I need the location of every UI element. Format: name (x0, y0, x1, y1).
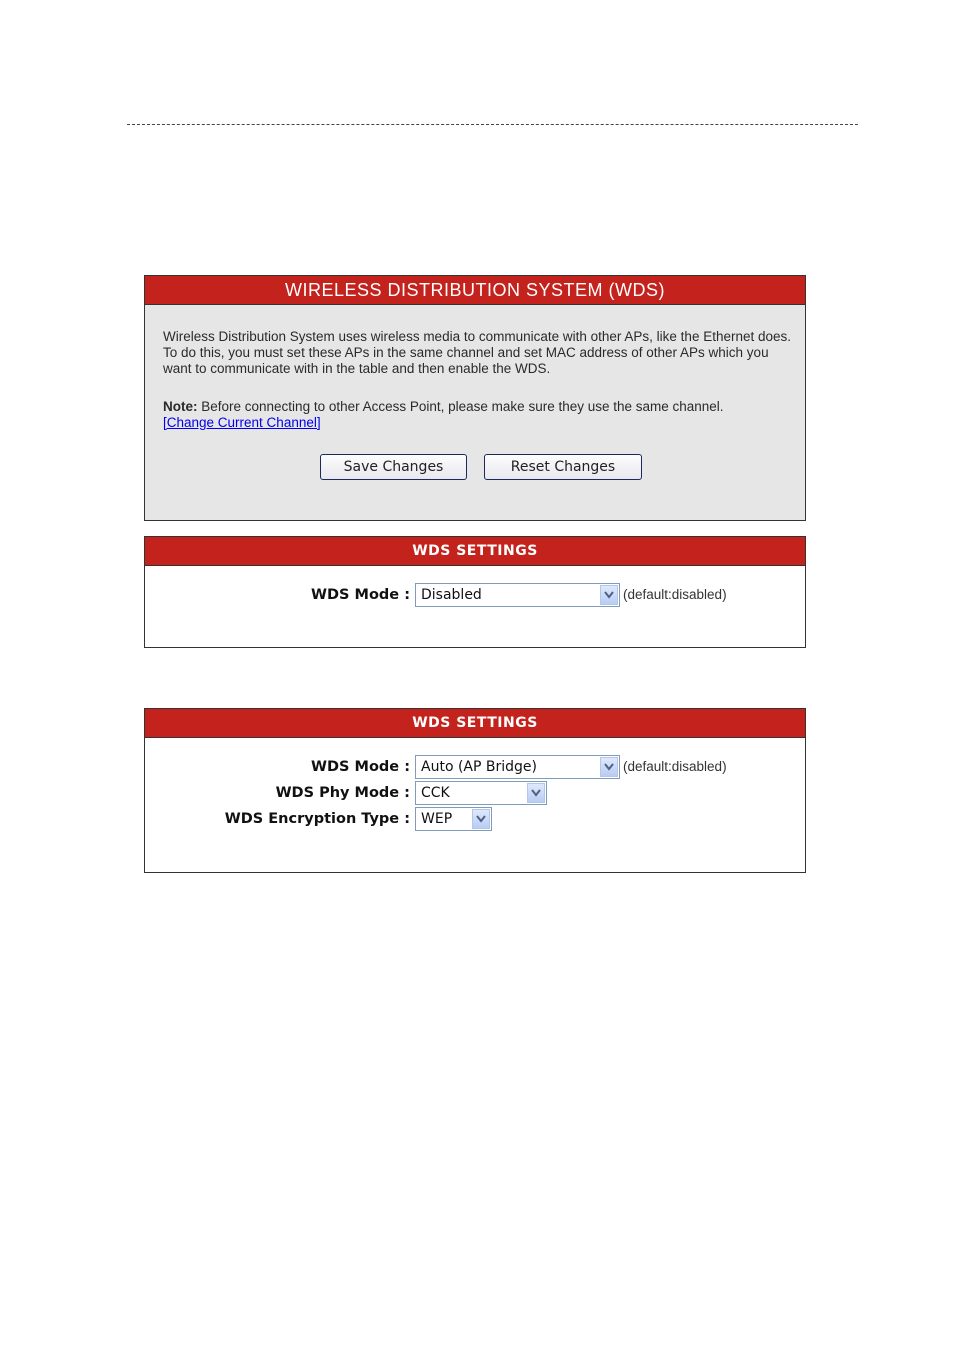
wds-encryption-select[interactable] (415, 807, 492, 831)
wds-mode-value: Disabled (421, 587, 482, 603)
wds-info-panel (144, 275, 806, 521)
note-label: Note: (163, 399, 198, 414)
wds-encryption-row (145, 807, 805, 831)
wds-phy-mode-value: CCK (421, 785, 450, 801)
wds-phy-mode-select[interactable] (415, 781, 547, 805)
wds-mode-value: Auto (AP Bridge) (421, 759, 537, 775)
wds-mode-row (145, 755, 805, 779)
wds-mode-row (145, 583, 805, 607)
page-divider (127, 124, 858, 125)
chevron-down-icon[interactable] (527, 783, 545, 803)
reset-changes-button[interactable]: Reset Changes (484, 454, 642, 480)
wds-encryption-value: WEP (421, 811, 453, 827)
note-text: Before connecting to other Access Point, please make sure they use the same channel. (197, 399, 724, 414)
change-channel-link[interactable]: [Change Current Channel] (163, 415, 321, 430)
wds-settings-panel-auto (144, 708, 806, 873)
wds-mode-label: WDS Mode : (311, 759, 410, 775)
chevron-down-icon[interactable] (600, 757, 618, 777)
wds-settings-title: WDS SETTINGS (145, 709, 805, 738)
wds-settings-title: WDS SETTINGS (145, 537, 805, 566)
chevron-down-icon[interactable] (472, 809, 490, 829)
wds-description: Wireless Distribution System uses wireless media to communicate with other APs, like the Ethernet does. To do this, you must set these APs in the same channel and set MAC address of other APs which you want to communicate with in the table and then enable the WDS. (163, 329, 792, 376)
wds-panel-title: WIRELESS DISTRIBUTION SYSTEM (WDS) (145, 276, 805, 305)
save-changes-button[interactable]: Save Changes (320, 454, 467, 480)
chevron-down-icon[interactable] (600, 585, 618, 605)
wds-settings-panel-disabled (144, 536, 806, 648)
wds-mode-hint: (default:disabled) (623, 759, 727, 774)
wds-phy-mode-row (145, 781, 805, 805)
wds-mode-select[interactable] (415, 755, 620, 779)
wds-note (163, 399, 795, 431)
wds-encryption-label: WDS Encryption Type : (224, 811, 410, 827)
wds-mode-hint: (default:disabled) (623, 587, 727, 602)
wds-mode-select[interactable] (415, 583, 620, 607)
wds-mode-label: WDS Mode : (311, 587, 410, 603)
wds-phy-mode-label: WDS Phy Mode : (275, 785, 410, 801)
